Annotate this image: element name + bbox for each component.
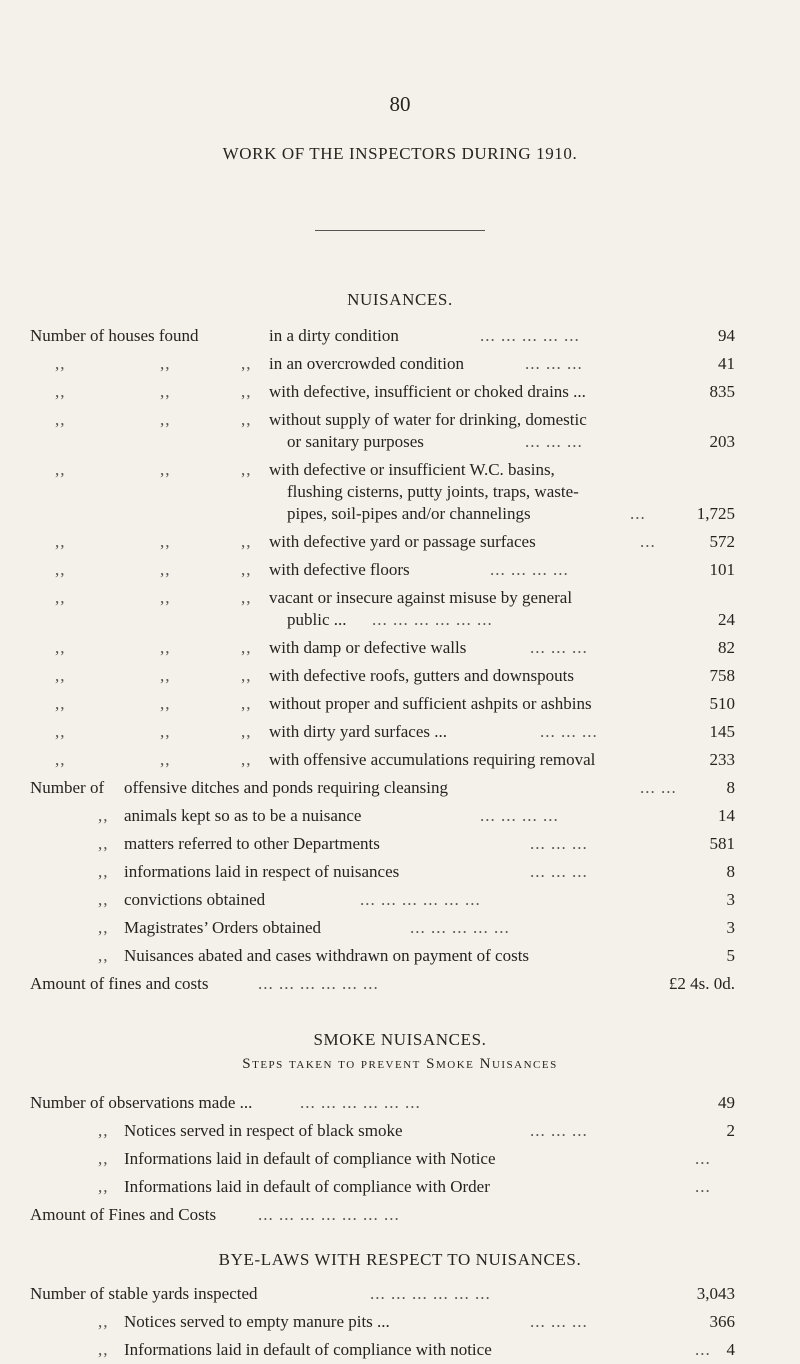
leader-dots: ... (695, 1340, 711, 1359)
row-value: 49 (718, 1093, 735, 1112)
row-label: in a dirty condition (269, 326, 399, 345)
row-label: with dirty yard surfaces ... (269, 722, 447, 741)
row-value: 835 (709, 382, 735, 401)
ditto-mark: ,, (241, 666, 252, 685)
row-label: Number of stable yards inspected (30, 1284, 258, 1303)
ditto-mark: ,, (98, 890, 109, 909)
ditto-mark: ,, (55, 460, 66, 479)
row-value: 233 (709, 750, 735, 769)
ditto-mark: ,, (55, 722, 66, 741)
row-label: with defective or insufficient W.C. basins, (269, 460, 555, 479)
row-value: 145 (709, 722, 735, 741)
ditto-mark: ,, (160, 560, 171, 579)
ditto-mark: ,, (98, 834, 109, 853)
row-label: with defective floors (269, 560, 410, 579)
row-value: 3,043 (696, 1284, 735, 1303)
row-value: 2 (726, 1121, 735, 1140)
row-label: convictions obtained (124, 890, 266, 909)
row-value: 758 (709, 666, 735, 685)
row-label: offensive ditches and ponds requiring cleansing (124, 778, 449, 797)
row-value: 82 (718, 638, 735, 657)
row-label: Nuisances abated and cases withdrawn on payment of costs (124, 946, 530, 965)
ditto-mark: ,, (241, 354, 252, 373)
row-value: 14 (718, 806, 735, 825)
row-value: 581 (709, 834, 735, 853)
ditto-mark: ,, (55, 382, 66, 401)
ditto-mark: ,, (241, 382, 252, 401)
row-label: or sanitary purposes (287, 432, 424, 451)
leader-dots: ... ... ... ... ... ... (372, 610, 493, 629)
ditto-mark: ,, (241, 694, 252, 713)
row-label: informations laid in respect of nuisances (124, 862, 400, 881)
smoke-heading: SMOKE NUISANCES. (313, 1030, 487, 1049)
ditto-mark: ,, (55, 666, 66, 685)
row-value: 3 (726, 890, 735, 909)
row-label: Notices served in respect of black smoke (124, 1121, 403, 1140)
ditto-mark: ,, (241, 532, 252, 551)
ditto-mark: ,, (160, 354, 171, 373)
ditto-mark: ,, (241, 410, 252, 429)
ditto-mark: ,, (241, 750, 252, 769)
row-value: 8 (726, 778, 735, 797)
ditto-mark: ,, (160, 750, 171, 769)
ditto-mark: ,, (55, 560, 66, 579)
leader-dots: ... ... ... (530, 638, 588, 657)
row-value: 4 (726, 1340, 735, 1359)
ditto-mark: ,, (241, 722, 252, 741)
leader-dots: ... ... ... (530, 1312, 588, 1331)
row-label: with defective roofs, gutters and downspouts (269, 666, 574, 685)
ditto-mark: ,, (98, 1177, 109, 1196)
ditto-mark: ,, (55, 694, 66, 713)
ditto-mark: ,, (160, 638, 171, 657)
row-label: Informations laid in default of compliance with Notice (124, 1149, 496, 1168)
ditto-mark: ,, (98, 918, 109, 937)
leader-dots: ... ... ... (530, 834, 588, 853)
row-label: Number of observations made ... (30, 1093, 253, 1112)
ditto-mark: ,, (98, 806, 109, 825)
ditto-mark: ,, (98, 862, 109, 881)
leader-dots: ... ... ... (525, 354, 583, 373)
row-label: Informations laid in default of compliance with Order (124, 1177, 490, 1196)
ditto-mark: ,, (98, 1149, 109, 1168)
row-value: 1,725 (696, 504, 735, 523)
row-label: in an overcrowded condition (269, 354, 464, 373)
row-label: Notices served to empty manure pits ... (124, 1312, 390, 1331)
leader-dots: ... (630, 504, 646, 523)
leader-dots: ... ... ... ... ... ... (300, 1093, 421, 1112)
ditto-mark: ,, (55, 410, 66, 429)
row-label: without supply of water for drinking, domestic (269, 410, 587, 429)
byelaws-heading: BYE-LAWS WITH RESPECT TO NUISANCES. (218, 1250, 582, 1269)
row-value: 510 (709, 694, 735, 713)
row-value: 8 (726, 862, 735, 881)
row-label: flushing cisterns, putty joints, traps, waste- (287, 482, 579, 501)
leader-dots: ... ... ... ... ... ... (258, 974, 379, 993)
row-label: with defective, insufficient or choked drains ... (269, 382, 586, 401)
ditto-mark: ,, (160, 460, 171, 479)
row-value: 101 (709, 560, 735, 579)
ditto-mark: ,, (98, 1121, 109, 1140)
row-label: Amount of Fines and Costs (30, 1205, 217, 1224)
ditto-mark: ,, (241, 638, 252, 657)
leader-dots: ... (640, 532, 656, 551)
row-value: 572 (709, 532, 735, 551)
ditto-mark: ,, (55, 354, 66, 373)
row-value: £2 4s. 0d. (668, 974, 735, 993)
row-label: animals kept so as to be a nuisance (124, 806, 362, 825)
ditto-mark: ,, (98, 1340, 109, 1359)
row-label: without proper and sufficient ashpits or ashbins (269, 694, 592, 713)
leader-dots: ... ... ... (540, 722, 598, 741)
row-label: Informations laid in default of compliance with notice (124, 1340, 492, 1359)
leader-dots: ... ... ... ... ... (480, 326, 580, 345)
ditto-mark: ,, (55, 638, 66, 657)
ditto-mark: ,, (98, 946, 109, 965)
ditto-mark: ,, (98, 1312, 109, 1331)
row-value: 203 (709, 432, 735, 451)
page-title: WORK OF THE INSPECTORS DURING 1910. (222, 144, 578, 163)
leader-dots: ... ... ... ... ... ... ... (258, 1205, 400, 1224)
row-value: 366 (709, 1312, 735, 1331)
ditto-mark: ,, (160, 532, 171, 551)
row-label: with defective yard or passage surfaces (269, 532, 536, 551)
row-value: 3 (726, 918, 735, 937)
row-label: public ... (287, 610, 347, 629)
leader-dots: ... ... ... ... ... ... (370, 1284, 491, 1303)
ditto-mark: ,, (160, 588, 171, 607)
divider (315, 230, 485, 231)
row-label: Magistrates’ Orders obtained (124, 918, 322, 937)
row-label: Amount of fines and costs (30, 974, 209, 993)
ditto-mark: ,, (241, 560, 252, 579)
row-value: 94 (718, 326, 735, 345)
leader-dots: ... ... ... ... ... (410, 918, 510, 937)
row-value: 24 (718, 610, 735, 629)
leader-dots: ... ... ... (530, 862, 588, 881)
row-prefix: Number of (30, 778, 105, 797)
ditto-mark: ,, (241, 460, 252, 479)
ditto-mark: ,, (160, 722, 171, 741)
ditto-mark: ,, (160, 382, 171, 401)
row-label: with damp or defective walls (269, 638, 467, 657)
row-label: pipes, soil-pipes and/or channelings (287, 504, 531, 523)
smoke-subheading: Steps taken to prevent Smoke Nuisances (242, 1056, 558, 1072)
leader-dots: ... (695, 1177, 711, 1196)
ditto-mark: ,, (55, 588, 66, 607)
ditto-mark: ,, (160, 410, 171, 429)
ditto-mark: ,, (55, 750, 66, 769)
row-label: with offensive accumulations requiring removal (269, 750, 596, 769)
leader-dots: ... ... (640, 778, 677, 797)
row-label: matters referred to other Departments (124, 834, 380, 853)
row-value: 41 (718, 354, 735, 373)
leader-dots: ... (695, 1149, 711, 1168)
ditto-mark: ,, (55, 532, 66, 551)
ditto-mark: ,, (160, 694, 171, 713)
leader-dots: ... ... ... ... ... ... (360, 890, 481, 909)
row-value: 5 (726, 946, 735, 965)
ditto-mark: ,, (241, 588, 252, 607)
leader-dots: ... ... ... (530, 1121, 588, 1140)
leader-dots: ... ... ... (525, 432, 583, 451)
leader-dots: ... ... ... ... (480, 806, 559, 825)
row-prefix: Number of houses found (30, 326, 199, 345)
row-label: vacant or insecure against misuse by general (269, 588, 573, 607)
nuisances-heading: NUISANCES. (347, 290, 453, 309)
leader-dots: ... ... ... ... (490, 560, 569, 579)
ditto-mark: ,, (160, 666, 171, 685)
page-number: 80 (389, 92, 411, 116)
